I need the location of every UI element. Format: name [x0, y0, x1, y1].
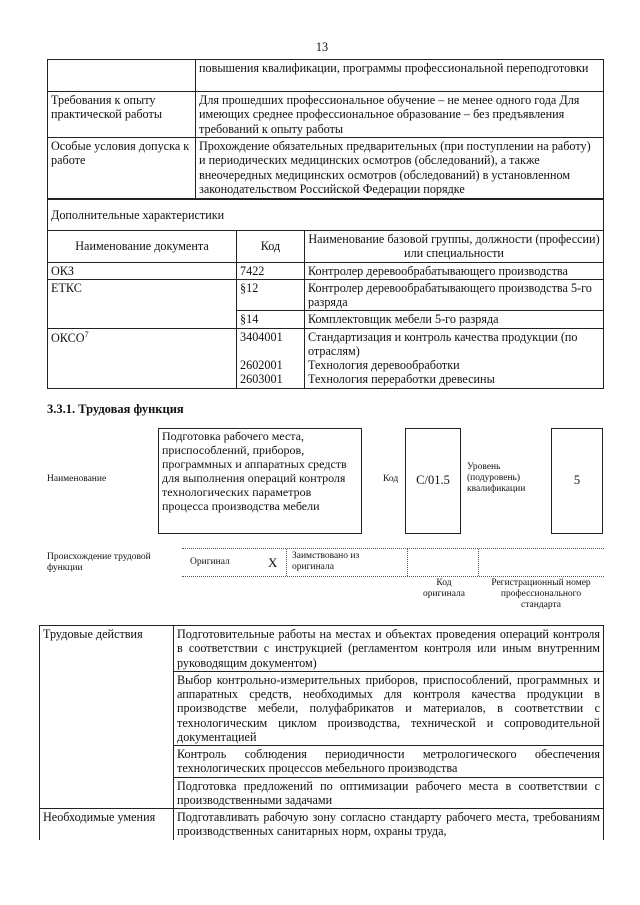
original-label: Оригинал	[190, 557, 230, 567]
code-cell: §12	[237, 279, 305, 311]
row-label: Требования к опыту практической работы	[48, 92, 196, 138]
function-name-box: Подготовка рабочего места, приспособлений, приборов, программных и аппаратных средств для выполнения операций контроля технологических параметров процесса производства мебели	[158, 428, 362, 534]
code-value: 3404001	[240, 329, 283, 344]
table-row	[48, 262, 604, 279]
okso-label: ОКСО	[51, 330, 85, 345]
borrowed-label: Заимствовано из оригинала	[292, 551, 360, 572]
actions-label: Трудовые действия	[40, 626, 174, 809]
code-cell: §14	[237, 311, 305, 328]
skill-item: Подготавливать рабочую зону согласно стандарту рабочего места, требованиям производственных санитарных норм, охраны труда,	[174, 809, 604, 840]
table-row	[40, 626, 604, 672]
code-cell	[237, 328, 305, 388]
action-item: Подготовка предложений по оптимизации рабочего места в соответствии с производственными задачами	[174, 777, 604, 809]
labour-actions-table	[39, 625, 604, 840]
name-cell: Контролер деревообрабатывающего производства	[305, 262, 604, 279]
footnote-mark: 7	[84, 329, 89, 339]
doc-cell	[48, 328, 237, 388]
row-label	[48, 60, 196, 92]
name-cell	[305, 328, 604, 388]
doc-cell: ОКЗ	[48, 262, 237, 279]
header-name: Наименование базовой группы, должности (профессии) или специальности	[305, 231, 604, 263]
header-code: Код	[237, 231, 305, 263]
name-value: Технология переработки древесины	[308, 372, 495, 387]
row-value: Прохождение обязательных предварительных (при поступлении на работу) и периодических медицинских осмотров (обследований), а также внеочередных медицинских осмотров (обследований) в установленном законодательством Российской Федерации порядке	[196, 138, 604, 199]
action-item: Контроль соблюдения периодичности метрологического обеспечения технологических процессов мебельного производства	[174, 746, 604, 778]
row-value: Для прошедших профессиональное обучение – не менее одного года Для имеющих среднее профессиональное образование – без предъявления требований к опыту работы	[196, 92, 604, 138]
code-cell: 7422	[237, 262, 305, 279]
additional-characteristics-table	[47, 199, 604, 389]
table-header-row	[48, 231, 604, 263]
original-mark: X	[268, 555, 278, 570]
divider	[407, 549, 409, 576]
skills-label: Необходимые умения	[40, 809, 174, 840]
function-code-box: С/01.5	[405, 428, 461, 534]
doc-cell: ЕТКС	[48, 279, 237, 328]
additional-title: Дополнительные характеристики	[48, 200, 604, 231]
table-row	[40, 809, 604, 840]
row-label: Особые условия допуска к работе	[48, 138, 196, 199]
divider	[286, 549, 288, 576]
table-row	[48, 328, 604, 388]
code-label: Код	[383, 474, 399, 484]
table-row	[48, 60, 604, 92]
reg-number-caption: Регистрационный номер профессионального стандарта	[491, 578, 591, 610]
name-value: Стандартизация и контроль качества продукции (по отраслям)	[308, 329, 578, 358]
name-label: Наименование	[47, 474, 107, 484]
table-row	[48, 200, 604, 231]
section-heading: 3.3.1. Трудовая функция	[47, 402, 184, 416]
action-item: Выбор контрольно-измерительных приборов, приспособлений, программных и аппаратных средств, необходимых для контроля качества продукции в производстве мебели, полуфабрикатов и материалов, в соответствии с технологическим циклом производства, технической и сопроводительной документацией	[174, 671, 604, 745]
name-value: Технология деревообработки	[308, 358, 460, 373]
origin-row	[182, 548, 604, 577]
table-row	[48, 279, 604, 311]
origin-label: Происхождение трудовой функции	[47, 552, 151, 573]
level-label: Уровень (подуровень) квалификации	[467, 462, 526, 494]
requirements-table	[47, 59, 604, 199]
name-cell: Комплектовщик мебели 5-го разряда	[305, 311, 604, 328]
code-value: 2603001	[240, 372, 283, 387]
table-row	[48, 138, 604, 199]
table-row	[48, 92, 604, 138]
name-cell: Контролер деревообрабатывающего производства 5-го разряда	[305, 279, 604, 311]
level-value-box: 5	[551, 428, 603, 534]
code-original-caption: Код оригинала	[423, 578, 465, 599]
row-value: повышения квалификации, программы профессиональной переподготовки	[196, 60, 604, 92]
code-value: 2602001	[240, 357, 283, 372]
page-number: 13	[315, 40, 329, 54]
action-item: Подготовительные работы на местах и объектах проведения операций контроля в соответствии с инструкцией (регламентом контроля или иным внутренним руководящим документом)	[174, 626, 604, 672]
header-doc: Наименование документа	[48, 231, 237, 263]
divider	[478, 549, 480, 576]
